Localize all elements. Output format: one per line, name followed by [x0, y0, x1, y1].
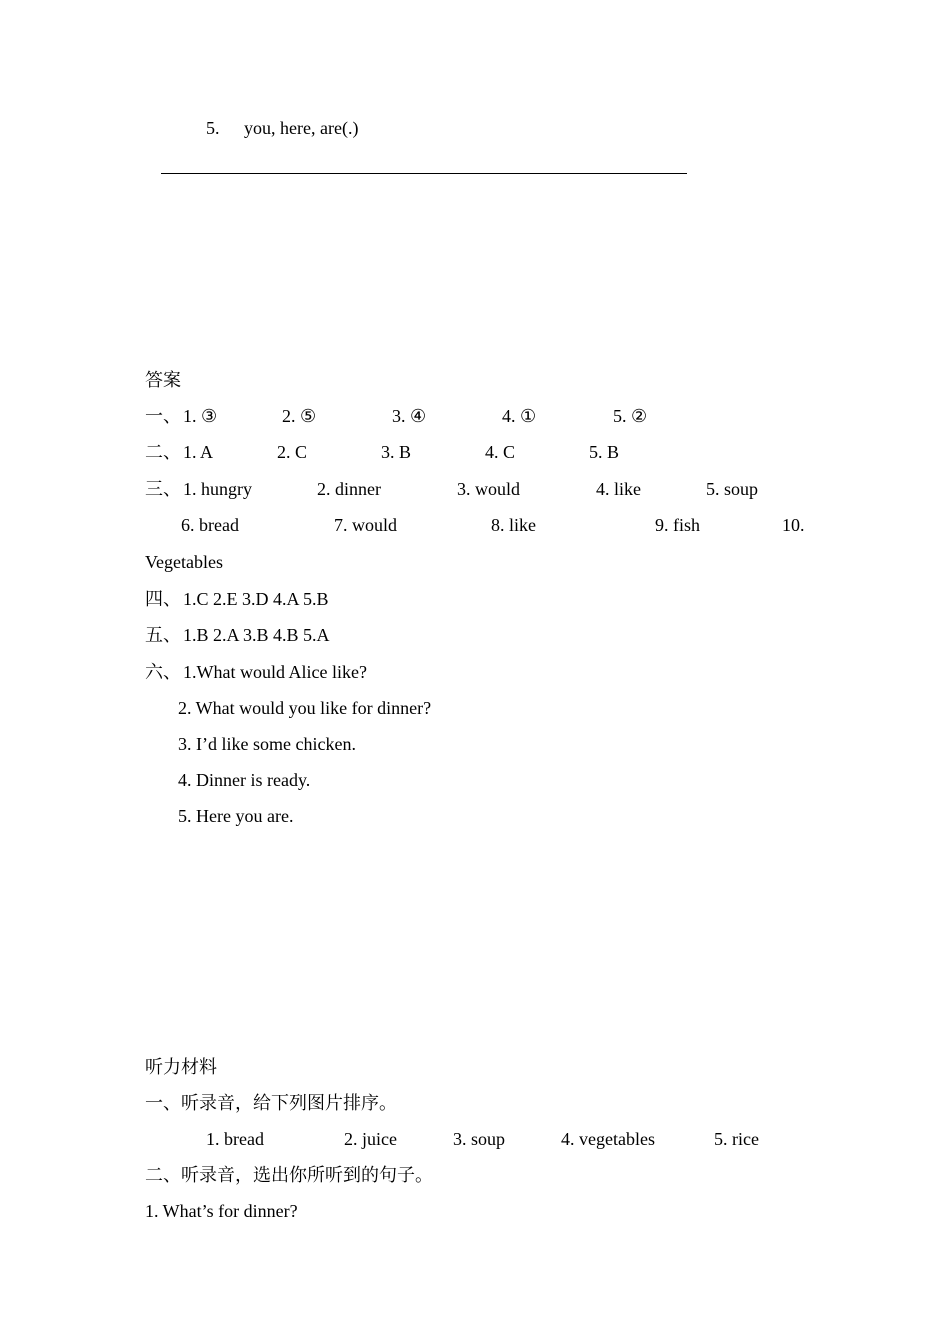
section-prefix: 四、	[145, 589, 181, 609]
answer-sentence: 4. Dinner is ready.	[178, 770, 311, 790]
answer-item: 2. C	[277, 442, 308, 462]
listening-part2-q1: 1. What’s for dinner?	[145, 1201, 298, 1221]
section-prefix: 六、	[145, 662, 181, 682]
answer-item-wrap: Vegetables	[145, 552, 223, 572]
answer-sentence: 1.What would Alice like?	[183, 662, 367, 682]
listening-item: 3. soup	[453, 1129, 506, 1149]
answer-item: 8. like	[491, 515, 536, 535]
answer-sentence: 3. I’d like some chicken.	[178, 734, 356, 754]
answer-text: 1.B 2.A 3.B 4.B 5.A	[183, 625, 330, 645]
answer-item: 4. C	[485, 442, 516, 462]
listening-part1-title: 一、听录音，给下列图片排序。	[145, 1093, 397, 1113]
section-prefix: 三、	[145, 479, 181, 499]
section-prefix: 五、	[145, 625, 181, 645]
answer-text: 1.C 2.E 3.D 4.A 5.B	[183, 589, 329, 609]
answer-item: 2. dinner	[317, 479, 381, 499]
answer-item: 3. B	[381, 442, 412, 462]
listening-heading: 听力材料	[145, 1057, 217, 1077]
answer-item: 6. bread	[181, 515, 239, 535]
answer-item: 7. would	[334, 515, 397, 535]
answer-item: 10.	[782, 515, 805, 535]
answer-item: 4. like	[596, 479, 641, 499]
answer-item: 1. ③	[183, 406, 218, 426]
answer-item: 5. B	[589, 442, 620, 462]
answers-heading: 答案	[145, 370, 181, 390]
answer-sentence: 2. What would you like for dinner?	[178, 698, 432, 718]
answer-sentence: 5. Here you are.	[178, 806, 294, 826]
section-prefix: 一、	[145, 406, 181, 426]
answer-item: 2. ⑤	[282, 406, 317, 426]
listening-item: 2. juice	[344, 1129, 397, 1149]
answer-item: 4. ①	[502, 406, 537, 426]
listening-item: 1. bread	[206, 1129, 264, 1149]
answer-item: 5. ②	[613, 406, 648, 426]
answer-item: 9. fish	[655, 515, 700, 535]
answer-item: 3. would	[457, 479, 520, 499]
listening-part2-title: 二、听录音，选出你所听到的句子。	[145, 1165, 433, 1185]
section-prefix: 二、	[145, 442, 181, 462]
answer-item: 1. hungry	[183, 479, 252, 499]
answer-item: 3. ④	[392, 406, 427, 426]
answer-item: 1. A	[183, 442, 214, 462]
answer-item: 5. soup	[706, 479, 759, 499]
listening-item: 5. rice	[714, 1129, 759, 1149]
answer-line	[161, 173, 687, 174]
question-number: 5.	[206, 118, 220, 138]
listening-item: 4. vegetables	[561, 1129, 655, 1149]
question-words: you, here, are(.)	[244, 118, 359, 138]
